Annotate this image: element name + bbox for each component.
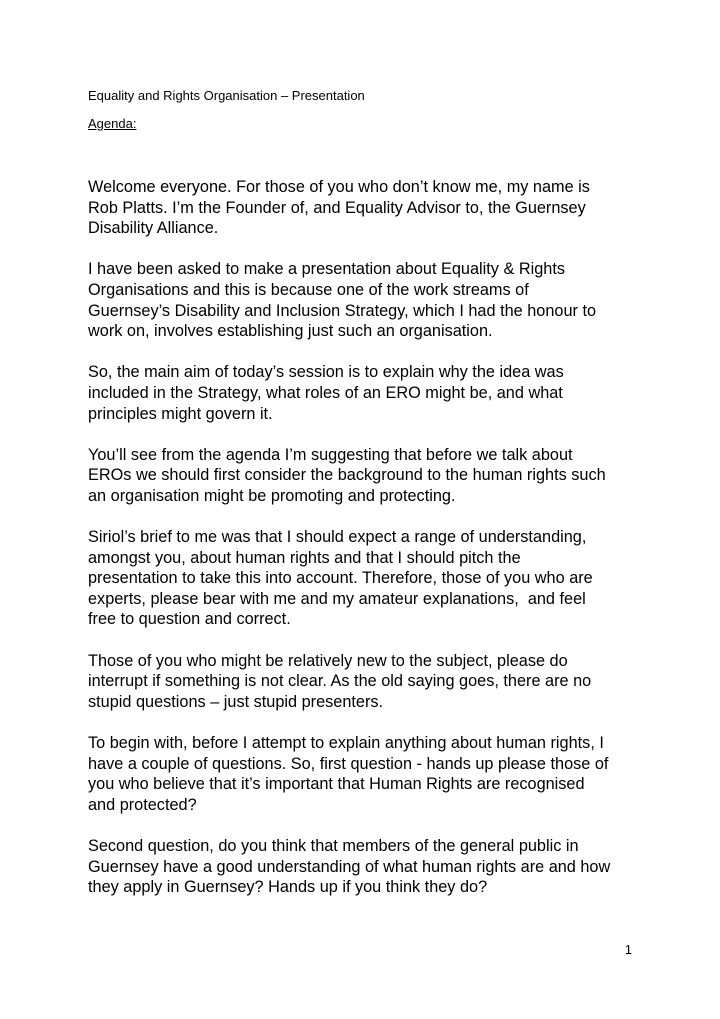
text-line: included in the Strategy, what roles of an ERO might be, and what — [88, 383, 563, 402]
text-line: Siriol’s brief to me was that I should expect a range of understanding, — [88, 528, 587, 547]
text-line: work on, involves establishing just such an organisation. — [88, 322, 493, 341]
text-line: You’ll see from the agenda I’m suggesting that before we talk about — [88, 445, 573, 464]
text-line: principles might govern it. — [88, 404, 273, 423]
text-line: So, the main aim of today’s session is to explain why the idea was — [88, 363, 564, 382]
document-title: Equality and Rights Organisation – Presentation — [88, 88, 365, 103]
text-line: they apply in Guernsey? Hands up if you think they do? — [88, 878, 488, 897]
text-line: stupid questions – just stupid presenters. — [88, 692, 384, 711]
paragraph-first-question — [88, 733, 648, 815]
text-line: and protected? — [88, 795, 197, 814]
paragraph-newcomers — [88, 651, 648, 713]
paragraph-aim — [88, 362, 648, 424]
text-line: Guernsey have a good understanding of what human rights are and how — [88, 857, 611, 876]
text-line: Rob Platts. I’m the Founder of, and Equality Advisor to, the Guernsey — [88, 198, 586, 217]
text-line: presentation to take this into account. Therefore, those of you who are — [88, 569, 593, 588]
agenda-label: Agenda: — [88, 116, 137, 131]
text-line: EROs we should first consider the background to the human rights such — [88, 466, 606, 485]
text-line: experts, please bear with me and my amateur explanations, and feel — [88, 589, 586, 608]
text-line: Second question, do you think that members of the general public in — [88, 837, 579, 855]
paragraph-welcome — [88, 177, 648, 239]
text-line: you who believe that it’s important that Human Rights are recognised — [88, 775, 585, 794]
text-line: have a couple of questions. So, first question - hands up please those of — [88, 754, 609, 773]
paragraph-brief — [88, 527, 648, 630]
paragraph-agenda-intro — [88, 445, 648, 507]
text-line: To begin with, before I attempt to explain anything about human rights, I — [88, 734, 604, 753]
text-line: Guernsey’s Disability and Inclusion Strategy, which I had the honour to — [88, 301, 597, 320]
text-line: amongst you, about human rights and that I should pitch the — [88, 548, 521, 567]
text-line: an organisation might be promoting and protecting. — [88, 486, 456, 505]
text-line: Those of you who might be relatively new to the subject, please do — [88, 651, 568, 670]
document-body — [88, 177, 648, 918]
page-number: 1 — [624, 942, 632, 957]
text-line: Organisations and this is because one of the work streams of — [88, 280, 529, 299]
paragraph-purpose — [88, 259, 648, 341]
text-line: Disability Alliance. — [88, 219, 219, 238]
text-line: free to question and correct. — [88, 610, 291, 629]
text-line: interrupt if something is not clear. As the old saying goes, there are no — [88, 672, 592, 691]
text-line: I have been asked to make a presentation about Equality & Rights — [88, 260, 565, 279]
text-line: Welcome everyone. For those of you who don’t know me, my name is — [88, 178, 590, 196]
paragraph-second-question — [88, 836, 648, 898]
